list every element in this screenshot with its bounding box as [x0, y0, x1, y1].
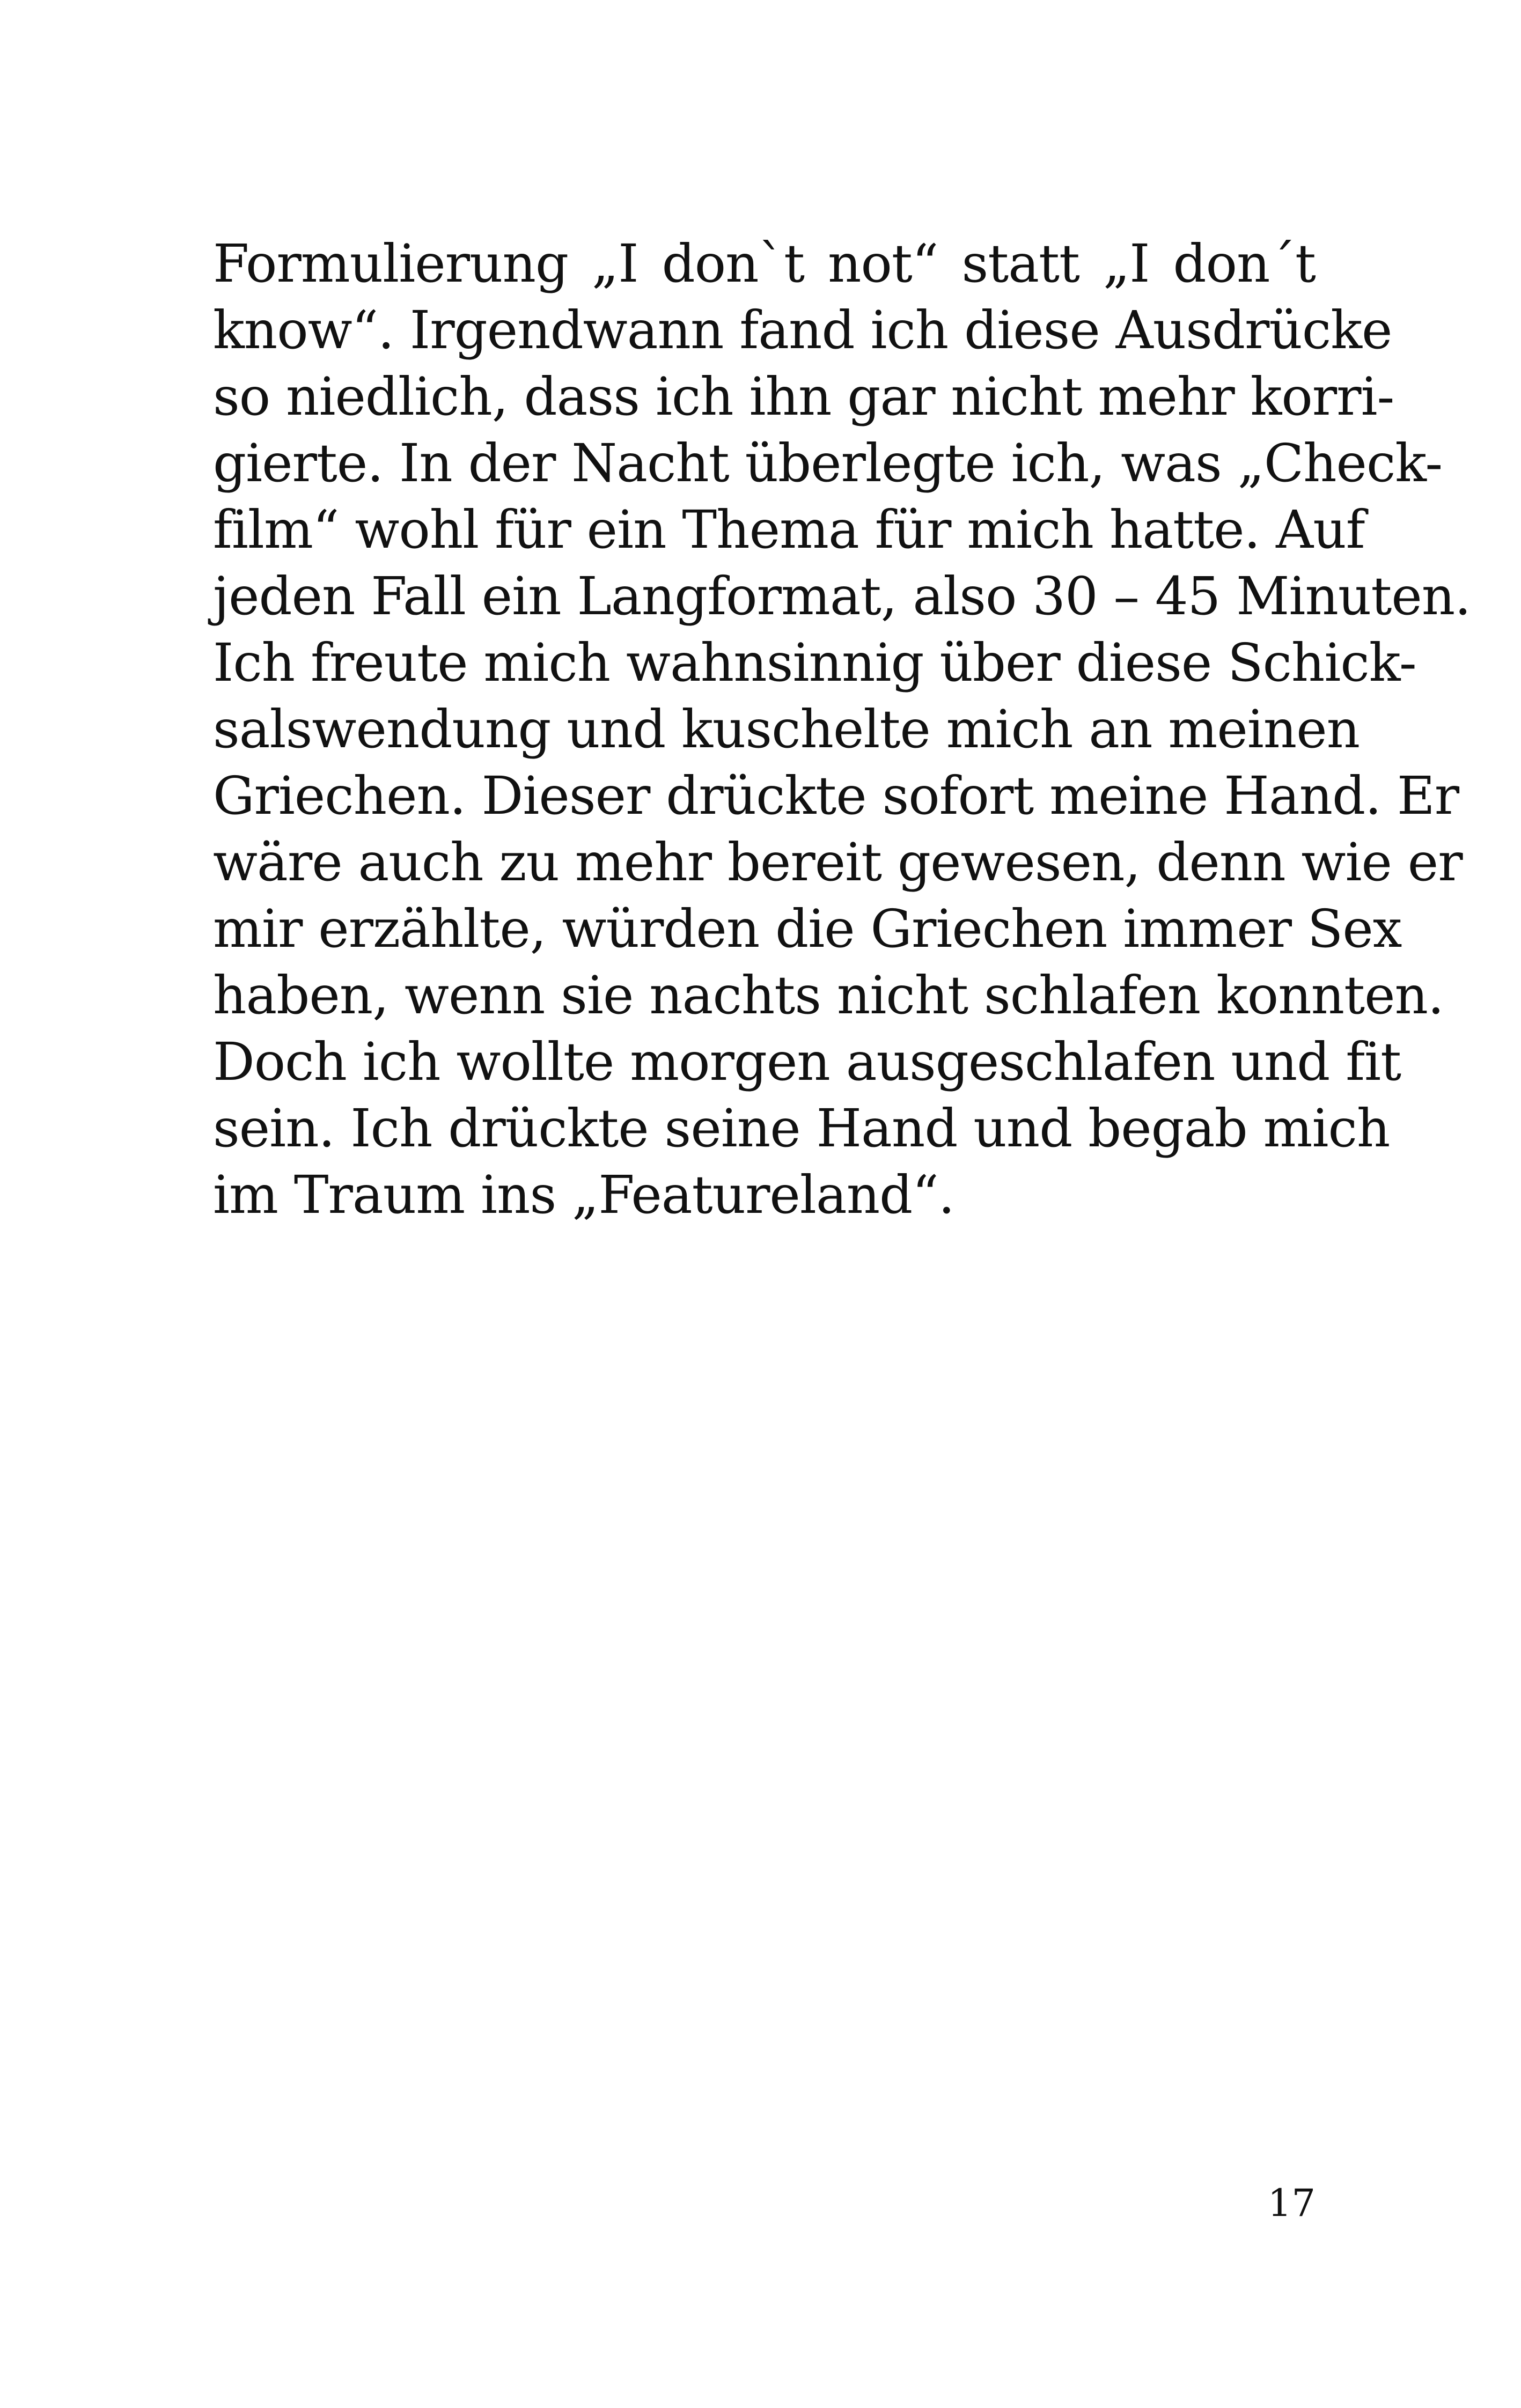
text-line: Formulierung „I don`t not“ statt „I don´t	[213, 233, 1316, 294]
text-line: mir erzählte, würden die Griechen immer Sex	[213, 899, 1402, 959]
text-line: im Traum ins „Featureland“.	[213, 1165, 954, 1225]
text-line: jeden Fall ein Langformat, also 30 – 45 Minuten.	[213, 566, 1471, 627]
text-line: Griechen. Dieser drückte sofort meine Hand. Er	[213, 765, 1459, 826]
text-line: Doch ich wollte morgen ausgeschlafen und fit	[213, 1032, 1401, 1092]
body-text	[213, 231, 1471, 1228]
text-line: salswendung und kuschelte mich an meinen	[213, 699, 1360, 760]
text-line: know“. Irgendwann fand ich diese Ausdrücke	[213, 300, 1392, 360]
text-line: gierte. In der Nacht überlegte ich, was „Check-	[213, 433, 1443, 494]
text-line: so niedlich, dass ich ihn gar nicht mehr korri-	[213, 366, 1394, 427]
text-line: wäre auch zu mehr bereit gewesen, denn wie er	[213, 832, 1463, 893]
text-line: haben, wenn sie nachts nicht schlafen konnten.	[213, 965, 1444, 1026]
text-line: film“ wohl für ein Thema für mich hatte. Auf	[213, 499, 1365, 560]
text-line: sein. Ich drückte seine Hand und begab mich	[213, 1098, 1390, 1159]
page-number: 17	[1267, 2181, 1316, 2225]
text-line: Ich freute mich wahnsinnig über diese Schick-	[213, 632, 1416, 693]
